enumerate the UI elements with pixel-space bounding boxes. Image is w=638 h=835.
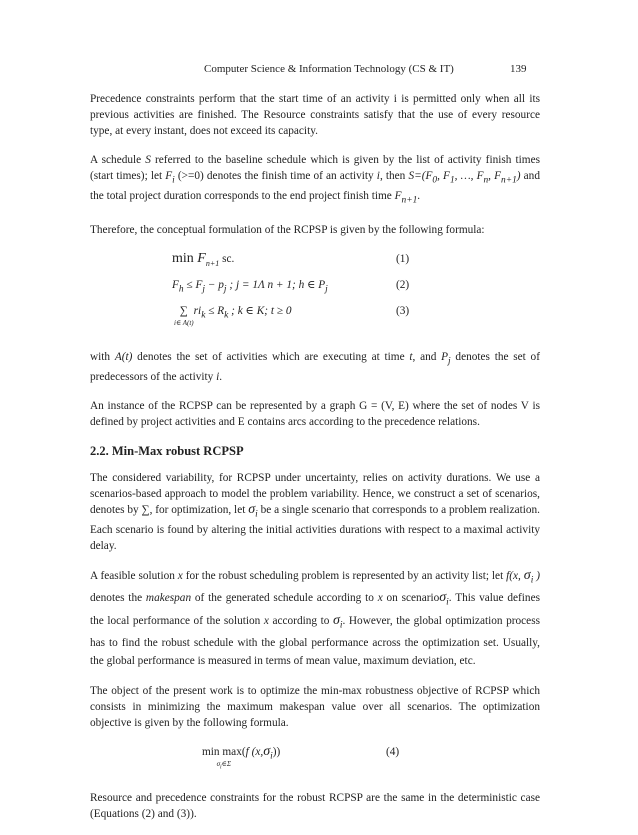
eq3-sum: ∑ bbox=[179, 304, 188, 317]
eq1-sub: n+1 bbox=[205, 258, 220, 268]
p7-b: x bbox=[177, 570, 183, 582]
p2-e: (>=0) denotes the finish time of an activity bbox=[174, 170, 377, 182]
equation-2 bbox=[90, 277, 540, 303]
p2-f: i bbox=[376, 170, 380, 182]
p7-sigma1: σ bbox=[523, 568, 531, 583]
eq2-b: ≤ F bbox=[183, 278, 203, 291]
p4-b: A(t) bbox=[114, 350, 133, 363]
eq2-a-sub: h bbox=[178, 283, 184, 294]
eq2-b-sub: j bbox=[202, 283, 205, 294]
p7-l: x bbox=[263, 614, 269, 627]
eq3-under: i∈ A(t) bbox=[174, 318, 194, 327]
p4-f-sub: j bbox=[448, 355, 451, 366]
eq1-sc: sc. bbox=[219, 252, 235, 265]
p7-h: of the generated schedule according to bbox=[191, 592, 378, 605]
p2-c: referred to the baseline schedule which is given by the list of activity finish times (start times); let bbox=[90, 154, 540, 182]
p7-m: according to bbox=[268, 614, 333, 627]
p4-a: with bbox=[90, 350, 115, 363]
p7-f: denotes the bbox=[90, 592, 146, 605]
page-number: 139 bbox=[510, 63, 527, 75]
p2-j-sub: n bbox=[483, 175, 489, 186]
p2-n-sub: n+1 bbox=[401, 195, 418, 206]
p2-i-sub: 1 bbox=[449, 175, 455, 186]
equation-number-2: (2) bbox=[396, 278, 410, 291]
paragraph-schedule bbox=[90, 152, 540, 209]
eq2-a: F bbox=[172, 278, 179, 291]
section-heading: 2.2. Min-Max robust RCPSP bbox=[90, 443, 244, 458]
p2-d-sub: i bbox=[172, 175, 175, 186]
p2-m: and the total project duration corresponds to the end project finish time bbox=[90, 170, 540, 203]
main-text bbox=[90, 91, 540, 835]
p2-j: , …, F bbox=[454, 170, 484, 182]
p7-c: for the robust scheduling problem is represented by an activity list; let bbox=[182, 570, 507, 582]
p2-h-sub: 0 bbox=[432, 175, 438, 186]
p2-l: ) bbox=[516, 170, 521, 182]
p6-c: , for optimization, let bbox=[149, 503, 249, 516]
p4-d: t bbox=[409, 350, 413, 363]
eq4-under: σ bbox=[216, 759, 221, 768]
p7-sub2: i bbox=[446, 597, 449, 608]
p7-k: . This value defines the local performance of the solution bbox=[90, 592, 540, 627]
p1-text: Precedence constraints perform that the start time of an activity i is permitted only when all its previous activities are finished. The Resource constraints satisfy that the use of every resource type, at every instant, does not exceed its capacity. bbox=[90, 93, 540, 137]
p6-sigma: σ bbox=[248, 501, 256, 517]
p2-k-sub: n+1 bbox=[501, 175, 517, 186]
p2-o: . bbox=[417, 190, 421, 203]
equation-4 bbox=[90, 744, 540, 778]
eq3-R-sub: k bbox=[224, 309, 229, 320]
p4-c: denotes the set of activities which are executing at time bbox=[132, 350, 410, 363]
p7-d: f(x, bbox=[506, 570, 521, 582]
p2-i: , F bbox=[437, 170, 450, 182]
p7-sigma3: σ bbox=[332, 612, 340, 628]
equation-number-1: (1) bbox=[396, 252, 410, 265]
p7-j: on scenario bbox=[382, 592, 440, 605]
eq4-sigma: σ bbox=[263, 743, 271, 759]
eq2-c: − p bbox=[204, 278, 224, 291]
eq4-minmax: min max( bbox=[202, 745, 246, 758]
eq4-f: f bbox=[245, 745, 249, 758]
p7-sub3: i bbox=[339, 619, 343, 630]
p2-g: , then bbox=[379, 170, 409, 182]
p2-a: A schedule bbox=[90, 154, 146, 166]
p7-sub1: i bbox=[530, 575, 534, 586]
paragraph-precedence bbox=[90, 91, 540, 139]
p4-f: P bbox=[441, 350, 449, 363]
p6-sigma-sub: i bbox=[255, 509, 258, 519]
p4-g: denotes the set of predecessors of the activity bbox=[90, 350, 540, 383]
eq4-close: )) bbox=[272, 745, 281, 758]
p7-g: makespan bbox=[145, 592, 192, 605]
p6-d: be a single scenario that corresponds to a problem realization. Each scenario is found by altering the initial activities durations with respect to a maximal activity delay. bbox=[90, 503, 540, 552]
equation-3 bbox=[90, 303, 540, 337]
equation-number-4: (4) bbox=[386, 745, 400, 758]
p2-k: , F bbox=[488, 170, 502, 182]
p7-sigma2: σ bbox=[439, 590, 447, 606]
eq3-rest2: ; k ∈ K; t ≥ 0 bbox=[228, 304, 292, 317]
eq4-under-sub: i bbox=[220, 764, 222, 771]
journal-title: Computer Science & Information Technology (CS & IT) bbox=[204, 63, 454, 75]
p7-n: . However, the global optimization process has to find the robust schedule with the global performance across the optimization set. Usually, the global performance is measured in terms of mean value, maximum deviation, etc. bbox=[90, 614, 540, 667]
paragraph-definitions bbox=[90, 349, 540, 385]
p7-e: ) bbox=[533, 570, 540, 582]
p4-i: . bbox=[219, 370, 223, 383]
eq1-min: min bbox=[172, 250, 194, 266]
eq3-ri-sub: k bbox=[201, 309, 206, 320]
p6-a: The considered variability, for RCPSP under uncertainty, relies on activity durations. We use a scenarios-based approach to model the problem variability. Hence, we construct a set of scenarios, denotes by bbox=[90, 471, 540, 516]
p3-text: Therefore, the conceptual formulation of the RCPSP is given by the following formula: bbox=[90, 223, 485, 236]
paragraph-objective bbox=[90, 683, 540, 731]
p2-h: S=(F bbox=[408, 170, 433, 182]
equation-number-3: (3) bbox=[396, 304, 410, 317]
p7-i: x bbox=[377, 592, 383, 605]
p6-b: ∑ bbox=[141, 503, 150, 516]
eq2-c-sub: j bbox=[223, 283, 227, 294]
eq3-ri: ri bbox=[193, 304, 202, 317]
eq4-args: (x, bbox=[248, 745, 264, 758]
eq3-rest: ≤ R bbox=[205, 304, 225, 317]
eq2-d: ; j = 1Λ n + 1; h ∈ P bbox=[226, 278, 326, 291]
paragraph-constraints bbox=[90, 790, 540, 822]
paragraph-feasible bbox=[90, 567, 540, 670]
p2-n: F bbox=[394, 190, 402, 203]
eq4-sub: i bbox=[270, 751, 273, 761]
p8-text: The object of the present work is to optimize the min-max robustness objective of RCPSP which consists in minimizing the maximum makespan value over all scenarios. The optimization objective is given by the following formula. bbox=[90, 684, 540, 729]
paragraph-formulation bbox=[90, 222, 540, 238]
p7-a: A feasible solution bbox=[90, 570, 178, 582]
eq2-d-sub: j bbox=[325, 283, 328, 294]
p2-d: F bbox=[165, 170, 173, 182]
p9-text: Resource and precedence constraints for the robust RCPSP are the same in the deterministic case (Equations (2) and (3)). bbox=[90, 791, 540, 820]
eq4-under-rest: ∈Σ bbox=[221, 759, 232, 768]
p2-b: S bbox=[145, 154, 151, 166]
p4-h: i bbox=[216, 370, 220, 383]
equation-1 bbox=[90, 251, 540, 277]
paragraph-graph bbox=[90, 398, 540, 430]
paragraph-variability bbox=[90, 470, 540, 554]
p4-e: , and bbox=[412, 350, 442, 363]
equations-rcpsp bbox=[90, 251, 540, 337]
eq1-F: F bbox=[197, 250, 206, 266]
p5-text: An instance of the RCPSP can be represented by a graph G = (V, E) where the set of nodes V is defined by project activities and E contains arcs according to the precedence relations. bbox=[90, 399, 540, 428]
